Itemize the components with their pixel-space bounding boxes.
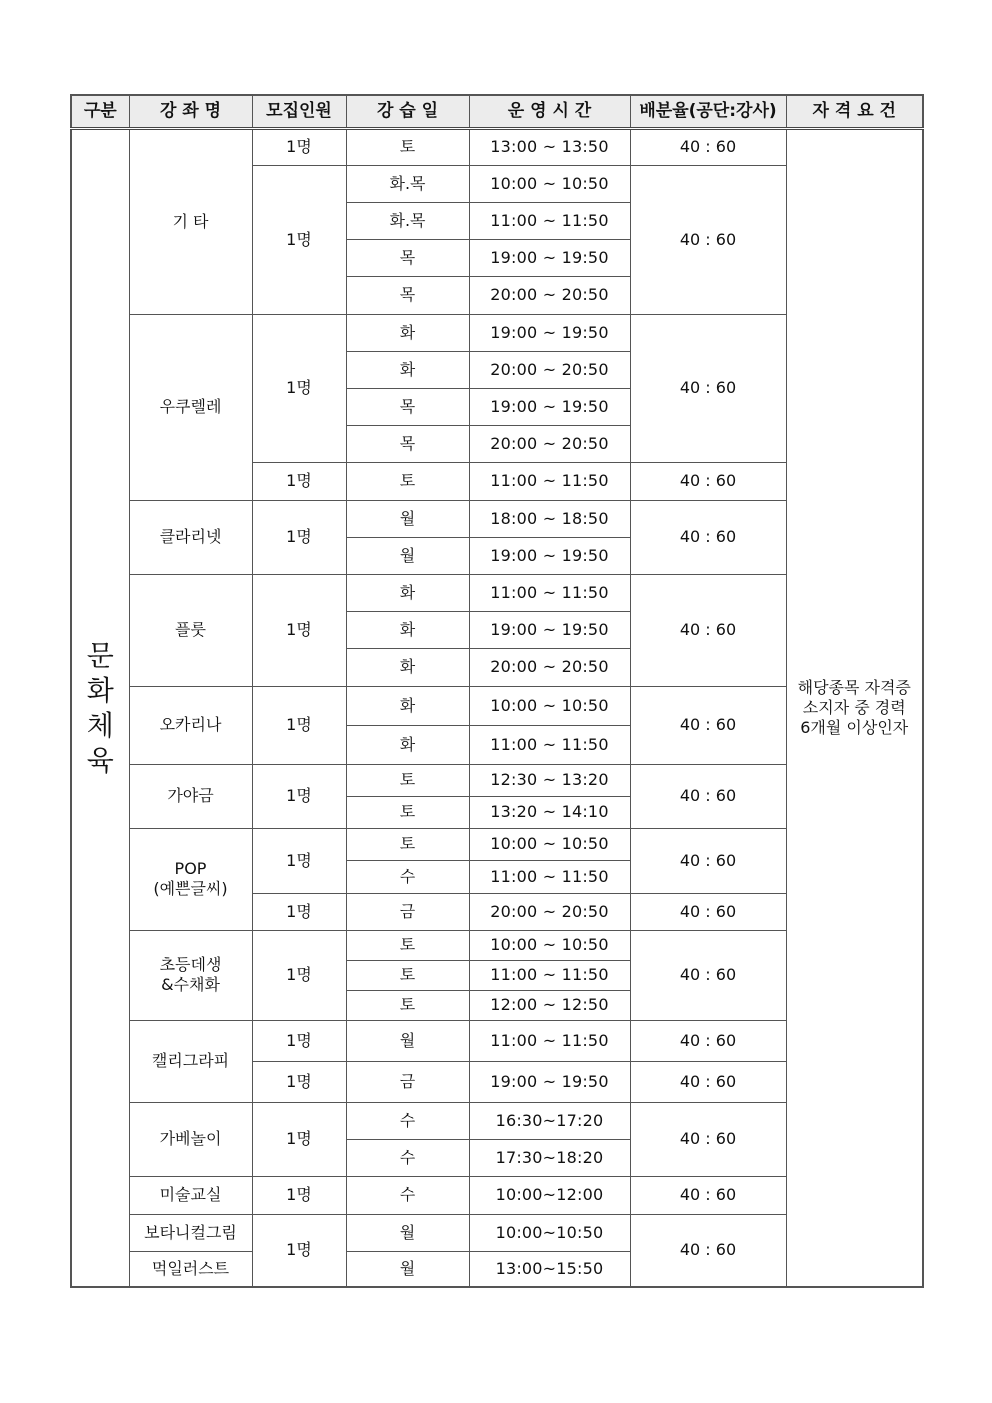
lesson-time: 13:00 ~ 13:50 (469, 128, 630, 165)
course-name: 플룻 (129, 574, 252, 686)
lesson-time: 20:00 ~ 20:50 (469, 351, 630, 388)
course-name-line: (예쁜글씨) (153, 879, 228, 898)
lesson-day: 토 (346, 960, 469, 990)
lesson-time: 19:00 ~ 19:50 (469, 388, 630, 425)
lesson-day: 목 (346, 276, 469, 314)
lesson-time: 17:30~18:20 (469, 1139, 630, 1176)
share-ratio: 40 : 60 (630, 893, 786, 930)
schedule-table (70, 94, 924, 1288)
lesson-day: 월 (346, 537, 469, 574)
course-name (129, 930, 252, 1020)
lesson-day: 화 (346, 648, 469, 686)
course-name: 보타니컬그림 (129, 1214, 252, 1251)
course-name: 캘리그라피 (129, 1020, 252, 1102)
course-name: 오카리나 (129, 686, 252, 764)
lesson-day: 화 (346, 351, 469, 388)
recruit-count: 1명 (252, 500, 346, 574)
course-name: 먹일러스트 (129, 1251, 252, 1287)
lesson-time: 11:00 ~ 11:50 (469, 462, 630, 500)
header-row (71, 95, 923, 128)
lesson-time: 20:00 ~ 20:50 (469, 425, 630, 462)
recruit-count: 1명 (252, 1102, 346, 1176)
share-ratio: 40 : 60 (630, 686, 786, 764)
lesson-time: 13:00~15:50 (469, 1251, 630, 1287)
course-name: 우쿠렐레 (129, 314, 252, 500)
qualification-cell (786, 128, 923, 1287)
recruit-count: 1명 (252, 764, 346, 828)
lesson-time: 10:00 ~ 10:50 (469, 165, 630, 202)
header-course: 강 좌 명 (129, 95, 252, 128)
lesson-day: 수 (346, 1176, 469, 1214)
course-name (129, 828, 252, 930)
lesson-day: 월 (346, 500, 469, 537)
lesson-time: 16:30~17:20 (469, 1102, 630, 1139)
lesson-day: 토 (346, 764, 469, 796)
qualification-line: 6개월 이상인자 (800, 717, 909, 737)
lesson-time: 19:00 ~ 19:50 (469, 1061, 630, 1102)
lesson-day: 수 (346, 860, 469, 893)
share-ratio: 40 : 60 (630, 1214, 786, 1287)
lesson-time: 10:00 ~ 10:50 (469, 930, 630, 960)
recruit-count: 1명 (252, 930, 346, 1020)
lesson-time: 11:00 ~ 11:50 (469, 725, 630, 764)
recruit-count: 1명 (252, 314, 346, 462)
share-ratio: 40 : 60 (630, 828, 786, 893)
header-ratio: 배분율(공단:강사) (630, 95, 786, 128)
lesson-day: 수 (346, 1102, 469, 1139)
course-name: 가야금 (129, 764, 252, 828)
lesson-day: 수 (346, 1139, 469, 1176)
category-char: 체 (86, 708, 114, 742)
lesson-time: 19:00 ~ 19:50 (469, 537, 630, 574)
course-name-line: 초등데생 (159, 955, 222, 974)
share-ratio: 40 : 60 (630, 930, 786, 1020)
recruit-count: 1명 (252, 1020, 346, 1061)
share-ratio: 40 : 60 (630, 128, 786, 165)
lesson-time: 10:00~10:50 (469, 1214, 630, 1251)
lesson-time: 10:00~12:00 (469, 1176, 630, 1214)
lesson-day: 화 (346, 611, 469, 648)
category-char: 육 (86, 743, 114, 777)
lesson-time: 11:00 ~ 11:50 (469, 574, 630, 611)
lesson-day: 토 (346, 990, 469, 1020)
recruit-count: 1명 (252, 165, 346, 314)
recruit-count: 1명 (252, 1176, 346, 1214)
qualification-line: 해당종목 자격증 (797, 677, 911, 697)
category-cell (71, 128, 129, 1287)
lesson-day: 금 (346, 1061, 469, 1102)
recruit-count: 1명 (252, 1061, 346, 1102)
lesson-day: 목 (346, 388, 469, 425)
header-qualification: 자 격 요 건 (786, 95, 923, 128)
lesson-day: 목 (346, 425, 469, 462)
lesson-time: 10:00 ~ 10:50 (469, 828, 630, 860)
recruit-count: 1명 (252, 686, 346, 764)
lesson-time: 18:00 ~ 18:50 (469, 500, 630, 537)
header-category: 구분 (71, 95, 129, 128)
category-char: 문 (86, 638, 114, 672)
header-recruit: 모집인원 (252, 95, 346, 128)
table-row (71, 128, 923, 165)
lesson-time: 13:20 ~ 14:10 (469, 796, 630, 828)
course-name: 클라리넷 (129, 500, 252, 574)
recruit-count: 1명 (252, 893, 346, 930)
lesson-time: 11:00 ~ 11:50 (469, 1020, 630, 1061)
recruit-count: 1명 (252, 1214, 346, 1287)
lesson-day: 목 (346, 239, 469, 276)
header-time: 운 영 시 간 (469, 95, 630, 128)
course-name-line: POP (174, 859, 207, 878)
lesson-day: 토 (346, 462, 469, 500)
lesson-day: 화 (346, 686, 469, 725)
lesson-time: 20:00 ~ 20:50 (469, 648, 630, 686)
lesson-day: 토 (346, 828, 469, 860)
lesson-time: 11:00 ~ 11:50 (469, 860, 630, 893)
lesson-time: 11:00 ~ 11:50 (469, 960, 630, 990)
share-ratio: 40 : 60 (630, 462, 786, 500)
qualification-line: 소지자 중 경력 (802, 697, 906, 717)
share-ratio: 40 : 60 (630, 165, 786, 314)
share-ratio: 40 : 60 (630, 1020, 786, 1061)
lesson-time: 20:00 ~ 20:50 (469, 276, 630, 314)
lesson-day: 금 (346, 893, 469, 930)
lesson-time: 11:00 ~ 11:50 (469, 202, 630, 239)
lesson-day: 토 (346, 796, 469, 828)
share-ratio: 40 : 60 (630, 574, 786, 686)
recruit-count: 1명 (252, 574, 346, 686)
lesson-day: 토 (346, 128, 469, 165)
lesson-day: 월 (346, 1020, 469, 1061)
recruit-count: 1명 (252, 828, 346, 893)
lesson-day: 토 (346, 930, 469, 960)
share-ratio: 40 : 60 (630, 764, 786, 828)
share-ratio: 40 : 60 (630, 500, 786, 574)
lesson-time: 20:00 ~ 20:50 (469, 893, 630, 930)
lesson-day: 화.목 (346, 202, 469, 239)
lesson-time: 19:00 ~ 19:50 (469, 239, 630, 276)
course-name-line: &수채화 (161, 975, 220, 994)
lesson-time: 10:00 ~ 10:50 (469, 686, 630, 725)
lesson-day: 화 (346, 574, 469, 611)
lesson-time: 19:00 ~ 19:50 (469, 611, 630, 648)
lesson-day: 월 (346, 1251, 469, 1287)
recruit-count: 1명 (252, 462, 346, 500)
lesson-day: 월 (346, 1214, 469, 1251)
share-ratio: 40 : 60 (630, 314, 786, 462)
share-ratio: 40 : 60 (630, 1061, 786, 1102)
course-name: 미술교실 (129, 1176, 252, 1214)
lesson-time: 12:00 ~ 12:50 (469, 990, 630, 1020)
recruit-count: 1명 (252, 128, 346, 165)
lesson-time: 12:30 ~ 13:20 (469, 764, 630, 796)
share-ratio: 40 : 60 (630, 1176, 786, 1214)
category-char: 화 (86, 673, 114, 707)
course-name: 기 타 (129, 128, 252, 314)
lesson-time: 19:00 ~ 19:50 (469, 314, 630, 351)
share-ratio: 40 : 60 (630, 1102, 786, 1176)
lesson-day: 화 (346, 314, 469, 351)
lesson-day: 화 (346, 725, 469, 764)
lesson-day: 화.목 (346, 165, 469, 202)
course-name: 가베놀이 (129, 1102, 252, 1176)
header-days: 강 습 일 (346, 95, 469, 128)
